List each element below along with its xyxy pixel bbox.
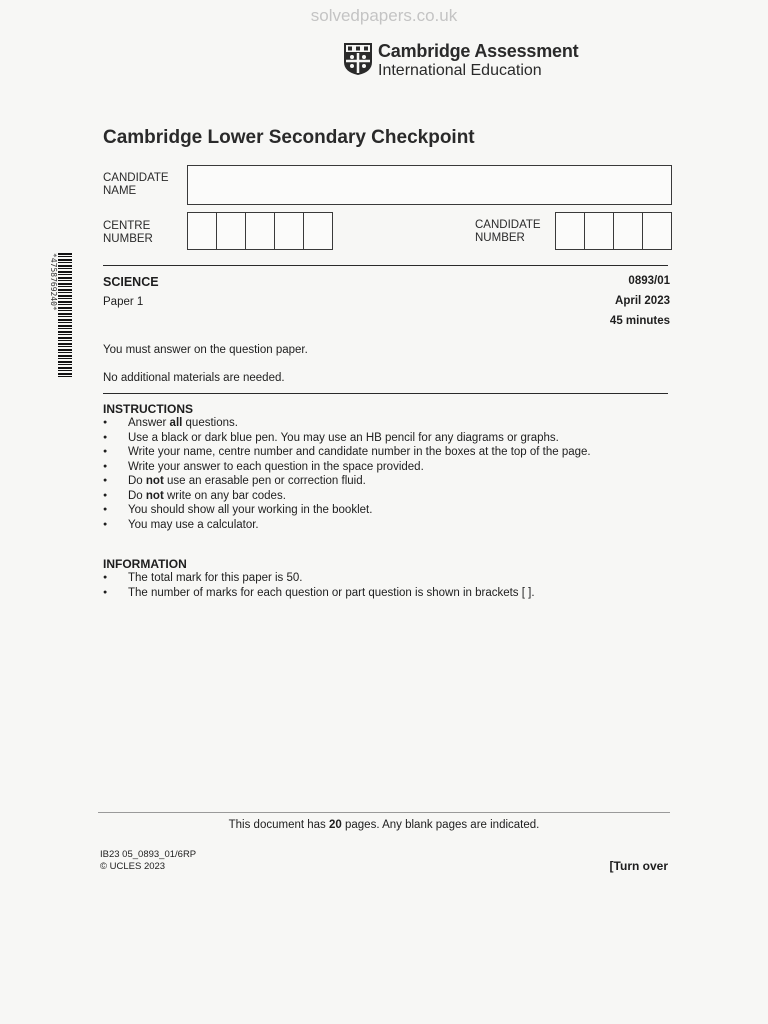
- logo-line-2: International Education: [378, 62, 542, 79]
- centre-number-label: CENTRE NUMBER: [103, 220, 153, 245]
- answer-note: You must answer on the question paper.: [103, 344, 308, 356]
- instructions-heading: INSTRUCTIONS: [103, 402, 193, 416]
- watermark: solvedpapers.co.uk: [310, 6, 458, 25]
- digit-box[interactable]: [304, 213, 332, 249]
- list-item: ● The total mark for this paper is 50.: [103, 571, 683, 586]
- materials-note: No additional materials are needed.: [103, 372, 285, 384]
- digit-box[interactable]: [585, 213, 614, 249]
- cambridge-logo: [343, 42, 578, 80]
- digit-box[interactable]: [614, 213, 643, 249]
- section-rule: [103, 393, 668, 394]
- document-reference: IB23 05_0893_01/6RP © UCLES 2023: [100, 849, 197, 872]
- candidate-number-field[interactable]: [555, 212, 672, 250]
- list-item: ● Answer all questions.: [103, 416, 683, 431]
- list-item: ● Write your answer to each question in the space provided.: [103, 460, 683, 475]
- page-title: Cambridge Lower Secondary Checkpoint: [103, 127, 475, 148]
- cambridge-shield-icon: [343, 42, 373, 76]
- turn-over-label: [Turn over: [609, 859, 668, 873]
- list-item: ● Write your name, centre number and candidate number in the boxes at the top of the page.: [103, 445, 683, 460]
- digit-box[interactable]: [188, 213, 217, 249]
- digit-box[interactable]: [643, 213, 671, 249]
- digit-box[interactable]: [275, 213, 304, 249]
- paper-number: Paper 1: [103, 296, 144, 308]
- list-item: ● You may use a calculator.: [103, 518, 683, 533]
- exam-date: April 2023: [615, 295, 670, 307]
- instructions-section: [103, 402, 683, 532]
- list-item: ● You should show all your working in the booklet.: [103, 503, 683, 518]
- paper-code: 0893/01: [628, 275, 670, 287]
- information-heading: INFORMATION: [103, 557, 187, 571]
- digit-box[interactable]: [217, 213, 246, 249]
- candidate-name-label: CANDIDATE NAME: [103, 172, 169, 197]
- page-count-note: This document has 20 pages. Any blank pages are indicated.: [228, 819, 540, 831]
- digit-box[interactable]: [246, 213, 275, 249]
- barcode-bars: [58, 253, 72, 378]
- footer-rule: [98, 812, 670, 813]
- subject: SCIENCE: [103, 275, 159, 289]
- list-item: ● Do not use an erasable pen or correction fluid.: [103, 474, 683, 489]
- list-item: ● Do not write on any bar codes.: [103, 489, 683, 504]
- exam-duration: 45 minutes: [609, 315, 670, 327]
- header-rule: [103, 265, 668, 266]
- centre-number-field[interactable]: [187, 212, 333, 250]
- digit-box[interactable]: [556, 213, 585, 249]
- barcode: [50, 253, 72, 378]
- list-item: ● The number of marks for each question or part question is shown in brackets [ ].: [103, 586, 683, 601]
- information-list: [103, 571, 683, 600]
- list-item: ● Use a black or dark blue pen. You may use an HB pencil for any diagrams or graphs.: [103, 431, 683, 446]
- logo-line-1: Cambridge Assessment: [378, 41, 579, 61]
- information-section: [103, 557, 683, 600]
- candidate-number-label: CANDIDATE NUMBER: [475, 219, 541, 244]
- instructions-list: [103, 416, 683, 532]
- barcode-digits: *4758769240*: [49, 253, 58, 311]
- candidate-name-field[interactable]: [187, 165, 672, 205]
